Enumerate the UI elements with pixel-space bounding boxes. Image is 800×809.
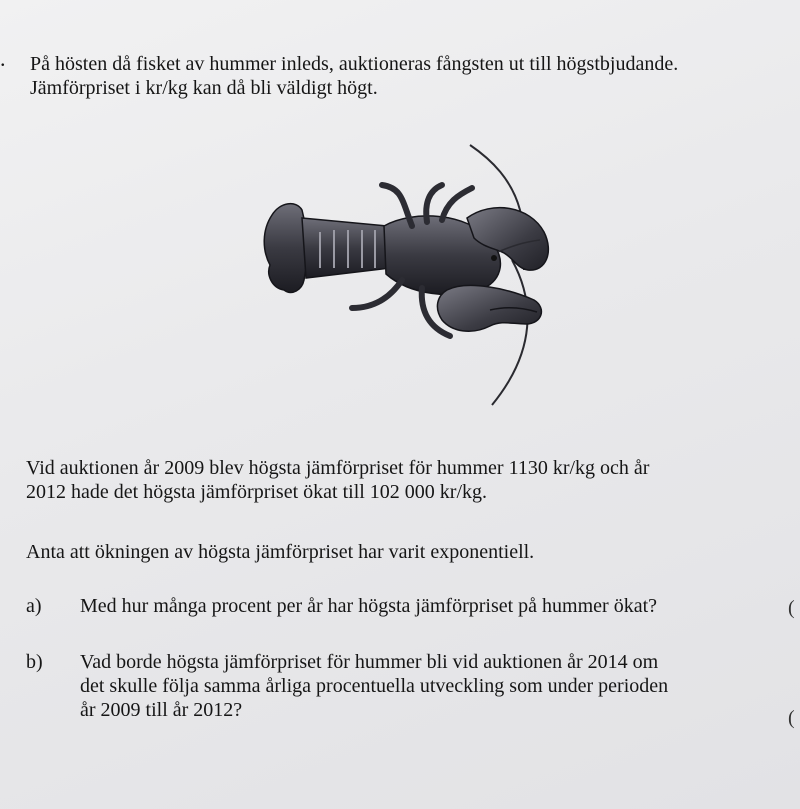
- intro-line-1: På hösten då fisket av hummer inleds, auktioneras fångsten ut till högstbjudande.: [30, 53, 679, 75]
- question-a-text: [80, 594, 657, 618]
- auction-paragraph: [26, 456, 649, 504]
- question-b-label: b): [26, 651, 43, 673]
- question-b-text: [80, 650, 668, 722]
- question-b-points-paren: (: [788, 707, 795, 729]
- lobster-illustration: [262, 140, 562, 420]
- question-b-line-3: år 2009 till år 2012?: [80, 699, 243, 721]
- question-b-line-1: Vad borde högsta jämförpriset för hummer bli vid auktionen år 2014 om: [80, 651, 659, 673]
- question-a-points-paren: (: [788, 597, 795, 619]
- intro-line-2: Jämförpriset i kr/kg kan då bli väldigt högt.: [30, 77, 378, 99]
- question-b-line-2: det skulle följa samma årliga procentuella utveckling som under perioden: [80, 675, 669, 697]
- question-a-label: a): [26, 595, 42, 617]
- problem-intro: [30, 52, 800, 100]
- auction-line-2: 2012 hade det högsta jämförpriset ökat till 102 000 kr/kg.: [26, 481, 488, 503]
- assumption-paragraph: Anta att ökningen av högsta jämförpriset har varit exponentiell.: [26, 541, 535, 563]
- problem-bullet: .: [0, 46, 6, 71]
- question-a-line-1: Med hur många procent per år har högsta jämförpriset på hummer ökat?: [80, 595, 658, 617]
- auction-line-1: Vid auktionen år 2009 blev högsta jämförpriset för hummer 1130 kr/kg och år: [26, 457, 650, 479]
